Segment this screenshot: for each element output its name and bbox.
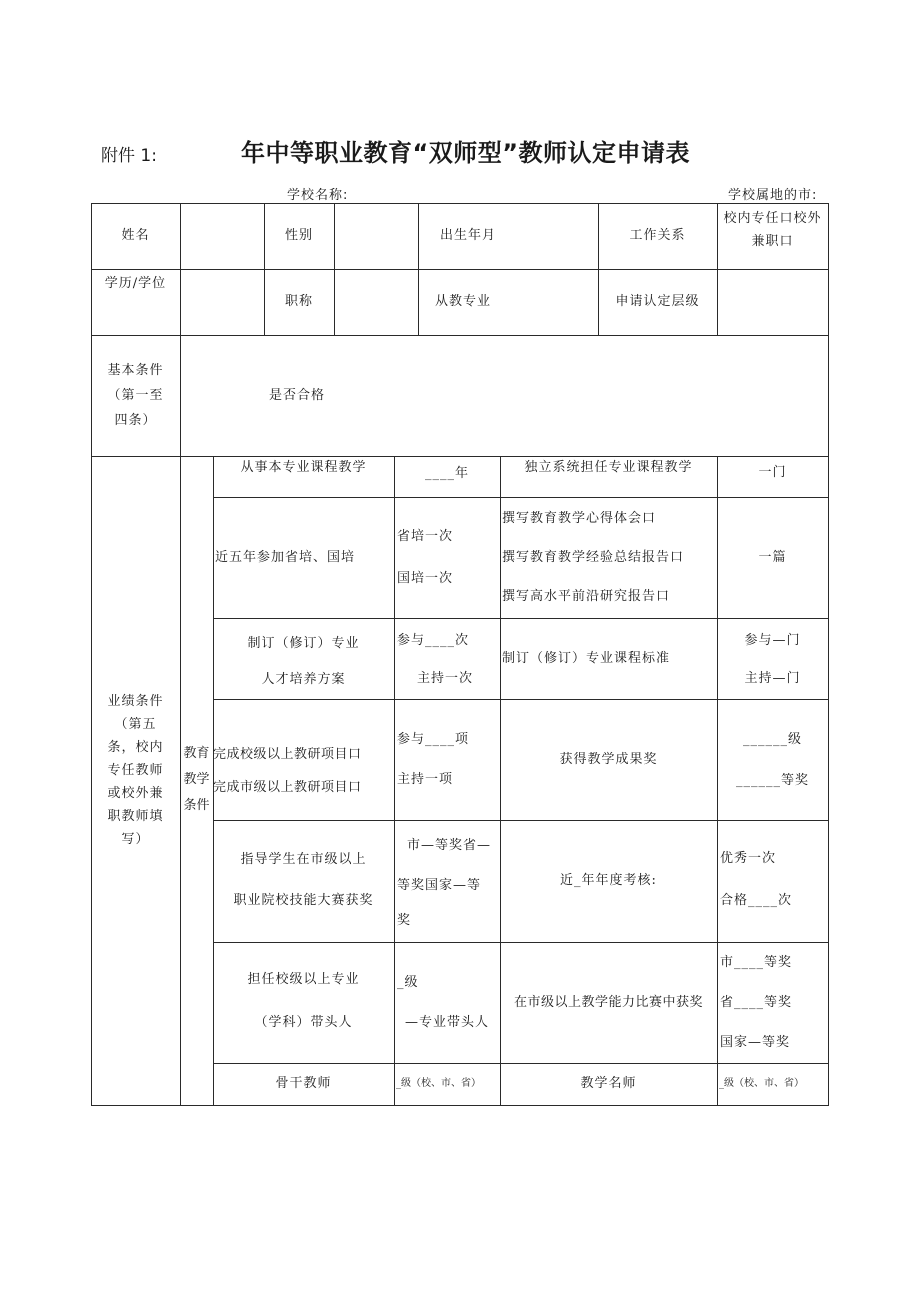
r5-skills-competition-values[interactable] (394, 820, 500, 942)
r1-teaching-years-value[interactable]: ____年 (424, 466, 469, 482)
r2-training-values[interactable] (394, 497, 500, 618)
r5-label-line: 职业院校技能大赛获奖 (233, 893, 374, 908)
performance-label-line: 专任教师 (107, 763, 164, 778)
basic-label-line: （第一至 (107, 388, 164, 403)
r6-teaching-competition-label: 在市级以上教学能力比赛中获奖 (513, 994, 703, 1010)
r5-award-line: 奖 (397, 913, 412, 928)
gender-label: 性别 (284, 228, 313, 244)
r3-talent-plan-label (213, 618, 394, 699)
work-relation-options[interactable] (717, 203, 828, 269)
r4-teaching-award-label: 获得教学成果奖 (559, 751, 658, 767)
teaching-label-line: 条件 (183, 798, 210, 813)
attachment-label: 附件 1: (101, 146, 157, 166)
r7-backbone-teacher-label: 骨干教师 (275, 1076, 332, 1092)
performance-label-line: （第五 (114, 717, 157, 732)
leader-level: _级 (397, 974, 419, 990)
teaching-major-field[interactable] (508, 269, 598, 335)
r5-award-line: 市—等奖省— (407, 838, 492, 853)
school-city-label: 学校属地的市: (728, 188, 818, 203)
award-level: ______级 (742, 731, 802, 747)
degree-field[interactable] (180, 269, 264, 335)
teaching-label-line: 教学 (183, 772, 210, 787)
r4-research-project-options[interactable] (213, 699, 394, 820)
work-relation-option-line: 兼职口 (751, 234, 794, 249)
r7-backbone-teacher-level[interactable]: _级（校、市、省） (396, 1078, 481, 1090)
r6-teaching-competition-values[interactable] (717, 942, 828, 1063)
r1-teaching-years-label: 从事本专业课程教学 (240, 460, 367, 476)
teaching-conditions-label (180, 740, 213, 820)
table-border-bottom (91, 1105, 829, 1106)
r4-research-project-values[interactable] (394, 699, 500, 820)
degree-label: 学历/学位 (104, 276, 167, 292)
r2-writing-options[interactable] (500, 497, 717, 618)
name-field[interactable] (180, 203, 264, 269)
table-border-right (828, 203, 829, 1106)
work-relation-label: 工作关系 (629, 228, 686, 244)
performance-label-line: 条，校内 (107, 740, 164, 755)
r6-label-line: 担任校级以上专业 (247, 971, 360, 987)
r3-talent-plan-values[interactable] (394, 618, 500, 699)
leader-role: —专业带头人 (405, 1014, 490, 1030)
r7-famous-teacher-level[interactable]: _级（校、市、省） (719, 1078, 804, 1090)
apply-level-field[interactable] (717, 269, 828, 335)
writing-option: 撰写教育教学经验总结报告口 (502, 549, 685, 565)
r3-label-line: 人才培养方案 (261, 671, 346, 687)
research-project-option: 完成市级以上教研项目口 (213, 779, 362, 795)
birth-field[interactable] (518, 203, 598, 269)
r5-skills-competition-label (213, 820, 394, 942)
r7-famous-teacher-label: 教学名师 (580, 1076, 637, 1092)
professional-title-field[interactable] (334, 269, 418, 335)
r5-award-line: 等奖国家—等 (397, 878, 482, 893)
host-project-count: 主持一项 (397, 771, 454, 787)
host-count: 主持一次 (417, 670, 474, 686)
r3-course-standard-label: 制订（修订）专业课程标准 (502, 650, 671, 666)
performance-label-line: 职教师填 (107, 809, 164, 824)
r2-training-label: 近五年参加省培、国培 (215, 549, 356, 565)
work-relation-option-line: 校内专任口校外 (723, 211, 822, 226)
basic-label-line: 基本条件 (107, 363, 164, 378)
r2-writing-count[interactable]: 一篇 (758, 549, 787, 565)
teaching-label-line: 教育 (183, 746, 210, 761)
performance-label-line: 业绩条件 (107, 694, 164, 709)
national-training-count: 国培一次 (397, 570, 454, 586)
national-award: 国家—等奖 (720, 1034, 791, 1050)
qualified-label: 是否合格 (268, 387, 325, 403)
writing-option: 撰写教育教学心得体会口 (502, 510, 657, 526)
r6-subject-leader-values[interactable] (394, 942, 500, 1063)
provincial-training-count: 省培一次 (397, 528, 454, 544)
research-project-option: 完成校级以上教研项目口 (213, 746, 362, 762)
performance-label-line: 写） (121, 832, 150, 847)
city-award: 市____等奖 (720, 954, 793, 970)
host-course-count: 主持—门 (744, 670, 801, 686)
name-label: 姓名 (121, 228, 150, 244)
r5-label-line: 指导学生在市级以上 (240, 852, 367, 867)
writing-option: 撰写高水平前沿研究报告口 (502, 588, 671, 604)
r5-annual-review-values[interactable] (717, 820, 828, 942)
teaching-major-label: 从教专业 (434, 294, 491, 310)
participate-project-count: 参与____项 (397, 731, 470, 747)
apply-level-label: 申请认定层级 (615, 294, 700, 310)
performance-conditions-label (91, 690, 180, 870)
qualified-count: 合格____次 (720, 893, 793, 908)
award-grade: ______等奖 (735, 772, 809, 788)
row-divider (91, 335, 829, 336)
participate-count: 参与____次 (397, 632, 470, 648)
professional-title-label: 职称 (284, 294, 313, 310)
province-award: 省____等奖 (720, 994, 793, 1010)
page-title: 年中等职业教育“双师型”教师认定申请表 (241, 139, 691, 167)
basic-label-line: 四条） (114, 413, 157, 428)
performance-label-line: 或校外兼 (107, 786, 164, 801)
r1-independent-course-value[interactable]: 一门 (758, 465, 787, 481)
r4-teaching-award-values[interactable] (717, 699, 828, 820)
participate-course-count: 参与—门 (744, 632, 801, 648)
col-divider (180, 335, 181, 457)
r1-independent-course-label: 独立系统担任专业课程教学 (524, 460, 693, 476)
basic-conditions-label (91, 335, 180, 456)
r6-label-line: （学科）带头人 (254, 1014, 353, 1030)
r3-course-standard-values[interactable] (717, 618, 828, 699)
r6-subject-leader-label (213, 942, 394, 1063)
r5-annual-review-label: 近_年年度考核: (560, 873, 657, 889)
school-name-label: 学校名称: (287, 188, 349, 203)
gender-field[interactable] (334, 203, 418, 269)
excellent-count: 优秀一次 (720, 851, 777, 866)
birth-label: 出生年月 (439, 228, 496, 244)
r3-label-line: 制订（修订）专业 (247, 635, 360, 651)
